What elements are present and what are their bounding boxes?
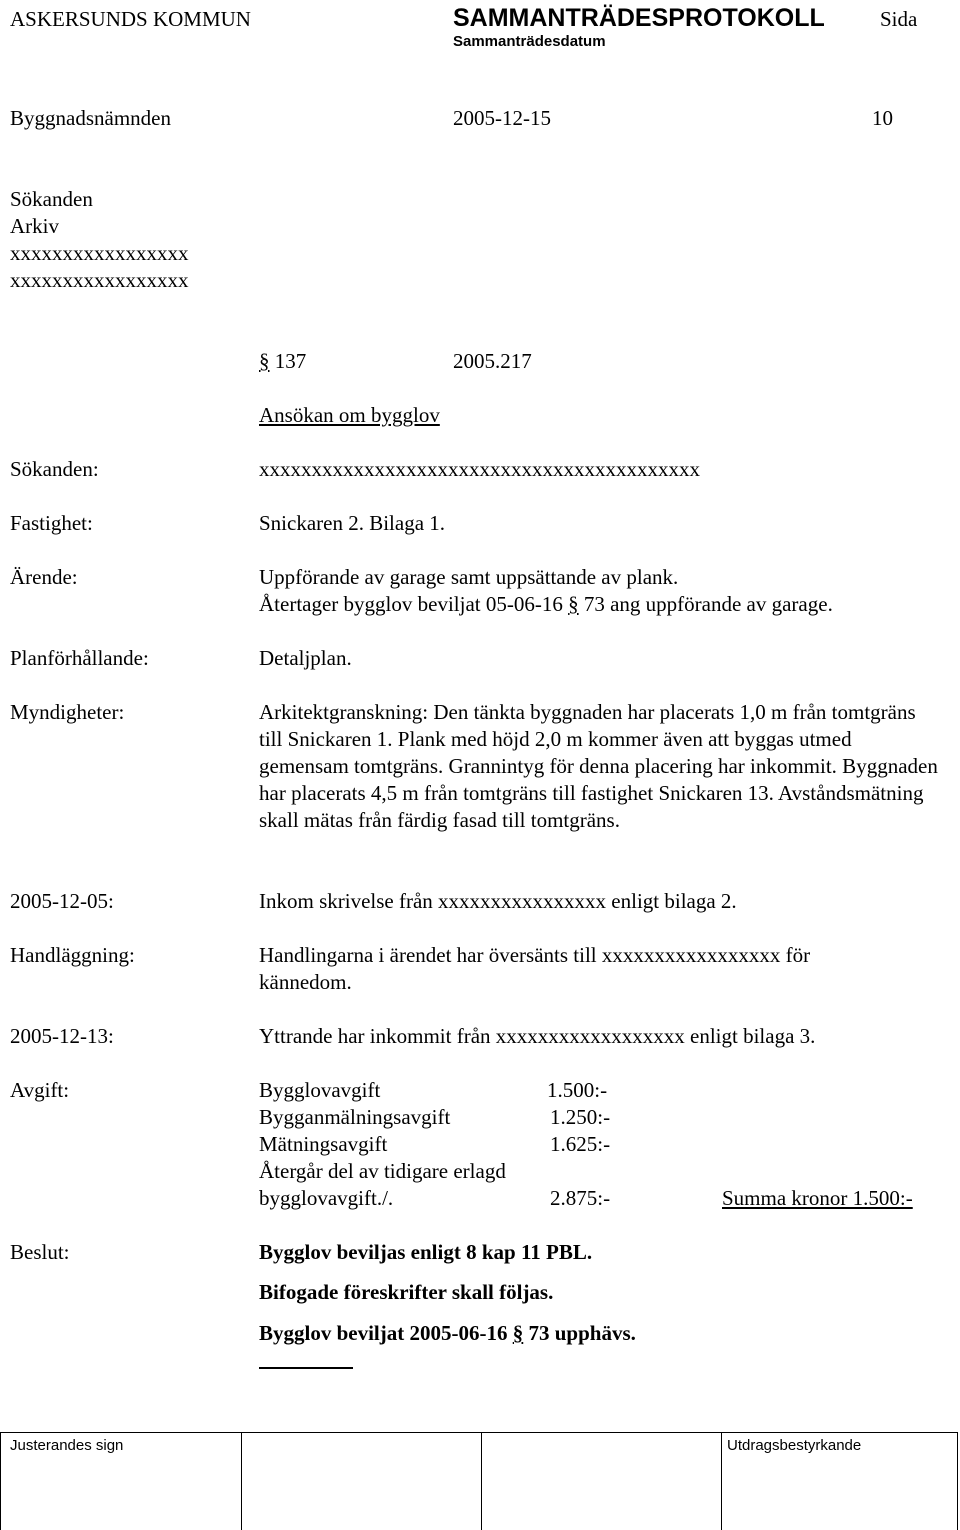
- end-rule: [259, 1367, 353, 1369]
- document-type: SAMMANTRÄDESPROTOKOLL: [453, 4, 825, 32]
- fee-total: Summa kronor 1.500:-: [722, 1186, 913, 1210]
- section-sign: §: [259, 349, 270, 373]
- property-label: Fastighet:: [10, 511, 93, 535]
- signature-box: [241, 1433, 482, 1530]
- fee-name: Bygglovavgift: [259, 1078, 381, 1102]
- event-date: 2005-12-13:: [10, 1024, 114, 1048]
- paragraph-no: 137: [274, 349, 307, 373]
- decision-line-3: [259, 1320, 636, 1347]
- meeting-date: 2005-12-15: [453, 106, 551, 130]
- applicant-value: xxxxxxxxxxxxxxxxxxxxxxxxxxxxxxxxxxxxxxxxxx: [259, 457, 700, 481]
- fee-credit-line-1: Återgår del av tidigare erlagd: [259, 1159, 506, 1183]
- case-number: 2005.217: [453, 349, 532, 373]
- meeting-date-label: Sammanträdesdatum: [453, 33, 606, 50]
- event-text: Inkom skrivelse från xxxxxxxxxxxxxxxx enligt bilaga 2.: [259, 889, 737, 913]
- distribution-item: xxxxxxxxxxxxxxxxx: [10, 268, 189, 292]
- paragraph-title: Ansökan om bygglov: [259, 403, 440, 427]
- extract-certification-label: Utdragsbestyrkande: [727, 1437, 862, 1454]
- fee-amount: 1.250:-: [550, 1105, 611, 1129]
- org-name: ASKERSUNDS KOMMUN: [10, 7, 251, 31]
- signature-box-certification: [721, 1433, 959, 1530]
- event-text: Yttrande har inkommit från xxxxxxxxxxxxxxxxxx enligt bilaga 3.: [259, 1024, 816, 1048]
- signature-box-adjusters: [1, 1433, 242, 1530]
- fee-name: Bygganmälningsavgift: [259, 1105, 451, 1129]
- event-date: 2005-12-05:: [10, 889, 114, 913]
- fee-label: Avgift:: [10, 1078, 70, 1102]
- fee-amount: 1.625:-: [550, 1132, 611, 1156]
- authorities-label: Myndigheter:: [10, 700, 125, 724]
- page-number: 10: [872, 106, 893, 130]
- fee-amount: 1.500:-: [547, 1078, 608, 1102]
- fee-credit-line-2: bygglovavgift./.: [259, 1186, 394, 1210]
- distribution-item: Sökanden: [10, 187, 93, 211]
- signature-footer: [0, 1432, 958, 1530]
- fee-credit-amount: 2.875:-: [550, 1186, 611, 1210]
- decision-line-3-rest: 73 upphävs.: [528, 1321, 636, 1345]
- matter-line-2: [259, 591, 833, 618]
- property-value: Snickaren 2. Bilaga 1.: [259, 511, 446, 535]
- committee-name: Byggnadsnämnden: [10, 106, 171, 130]
- applicant-label: Sökanden:: [10, 457, 99, 481]
- decision-line-3-text: Bygglov beviljat 2005-06-16: [259, 1321, 508, 1345]
- section-sign: §: [568, 592, 579, 616]
- page-label: Sida: [880, 7, 918, 31]
- decision-line-2: Bifogade föreskrifter skall följas.: [259, 1280, 554, 1304]
- fee-name: Mätningsavgift: [259, 1132, 388, 1156]
- matter-label: Ärende:: [10, 565, 78, 589]
- paragraph-number: [259, 348, 306, 375]
- handling-line-1: Handlingarna i ärendet har översänts till xxxxxxxxxxxxxxxxx för: [259, 943, 811, 967]
- authorities-text: Arkitektgranskning: Den tänkta byggnaden har placerats 1,0 m från tomtgräns till Snickaren 1. Plank med höjd 2,0 m kommer även att byggas utmed gemensam tomtgräns. Grannintyg för denna placering har inkommit. Byggnaden har placerats 4,5 m från tomtgräns till fastighet Snickaren 13. Avståndsmätning skall mätas från färdig fasad till tomtgräns.: [259, 700, 938, 832]
- matter-line-2-text: Återtager bygglov beviljat 05-06-16: [259, 592, 563, 616]
- decision-label: Beslut:: [10, 1240, 70, 1264]
- decision-line-1: Bygglov beviljas enligt 8 kap 11 PBL.: [259, 1240, 593, 1264]
- plan-status-label: Planförhållande:: [10, 646, 149, 670]
- distribution-item: xxxxxxxxxxxxxxxxx: [10, 241, 189, 265]
- handling-label: Handläggning:: [10, 943, 135, 967]
- handling-line-2: kännedom.: [259, 970, 352, 994]
- plan-status-value: Detaljplan.: [259, 646, 352, 670]
- matter-line-2-rest: 73 ang uppförande av garage.: [583, 592, 833, 616]
- signature-box: [481, 1433, 722, 1530]
- distribution-item: Arkiv: [10, 214, 59, 238]
- section-sign: §: [512, 1321, 524, 1345]
- adjusters-sign-label: Justerandes sign: [10, 1437, 124, 1454]
- matter-line-1: Uppförande av garage samt uppsättande av plank.: [259, 565, 679, 589]
